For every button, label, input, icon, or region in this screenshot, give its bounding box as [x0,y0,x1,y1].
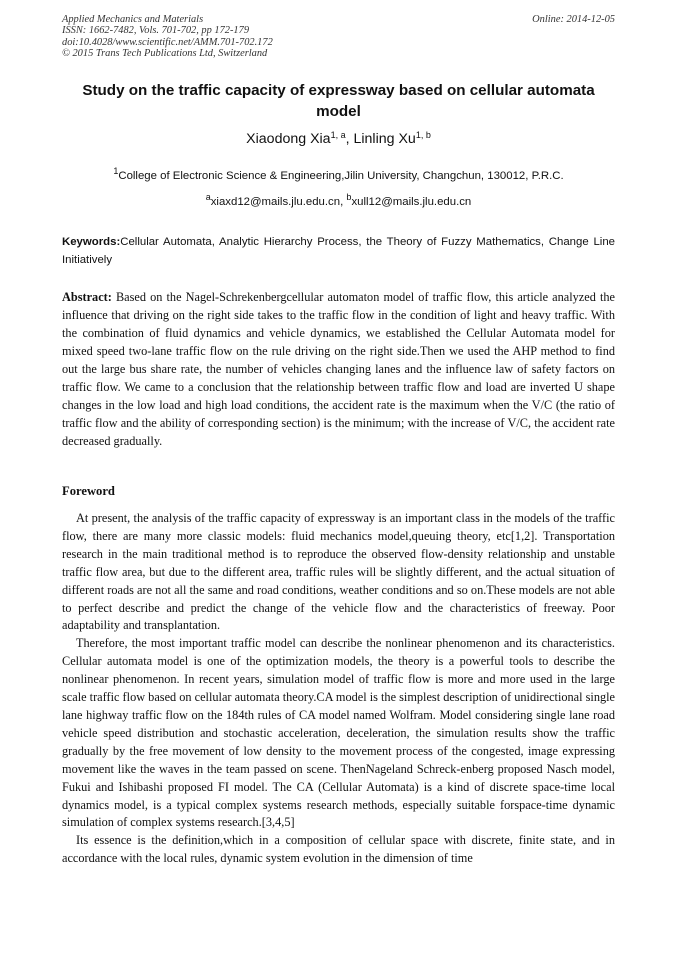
body-paragraph: Therefore, the most important traffic model can describe the nonlinear phenomenon and its characteristics. Cellular automata model is one of the optimization models, the theory is a powerful tools to describe the nonlinear phenomenon. In recent years, simulation model of traffic flow is more and more used in the large scale traffic flow based on cellular automata theory.CA model is the simplest description of unidirectional single lane highway traffic flow on the 184th rules of CA model named Wolfram. Model considering single lane road vehicle speed distribution and stochastic acceleration, deceleration, the simulation results show the traffic gradually by the free movement of low density to the movement process of the congested, image expressing movement like the waves in the team passed on scene. ThenNageland Schreck-enberg proposed Nasch model, Fukui and Ishibashi proposed FI model. The CA (Cellular Automata) is a kind of discrete space-time local dynamics model, is a typical complex systems research methods, especially suitable forspace-time dynamic simulation of complex systems research.[3,4,5] [62,636,615,830]
affiliation-mark: 1 [113,166,119,176]
journal-name: Applied Mechanics and Materials [62,14,204,25]
email-address: xiaxd12@mails.jlu.edu.cn [210,196,341,208]
email-line [62,192,615,208]
abstract-text: Based on the Nagel-Schrekenbergcellular automaton model of traffic flow, this article analyzed the influence that driving on the right side takes to the traffic flow in the condition of light and heavy traffic. With the combination of fluid dynamics and vehicle dynamics, we established the Cellular Automata model for mixed speed two-lane traffic flow on the rule driving on the right side.Then we used the AHP method to find out the large bus share rate, the number of vehicles changing lanes and the influence law of safety factors on traffic flow. We came to a conclusion that the relationship between traffic flow and load are inverted U shape changes in the low load and high load conditions, the accident rate is the maximum when the V/C (the ratio of traffic flow and the ability of corresponding section) is the minimum; with the increase of V/C, the accident rate decreased gradually. [62,290,615,448]
email-separator: , [340,196,347,208]
journal-copyright: © 2015 Trans Tech Publications Ltd, Switzerland [62,48,268,60]
keywords [62,233,615,269]
author-name: Xiaodong Xia [246,131,331,147]
abstract [62,288,615,450]
email-address: xull12@mails.jlu.edu.cn [351,196,472,208]
body-paragraph: At present, the analysis of the traffic capacity of expressway is an important class in the models of the traffic flow, there are many more classic models: fluid mechanics model,queuing theory, etc[1,2]. Transportation research in the main traditional method is to reproduce the observed flow-density relationship and unstable traffic flow area, but due to the different area, traffic rules will be slightly different, and the actual situation of different roads are not all the same and road conditions, weather conditions and so on.These models are not able to perfect describe and predict the change of the vehicle flow and the characteristics of freeway. Poor adaptability and transplantation. [62,511,615,633]
author-affiliation-mark: 1, a [330,130,346,140]
abstract-label: Abstract: [62,290,112,304]
journal-doi: doi:10.4028/www.scientific.net/AMM.701-702.172 [62,36,273,48]
author-affiliation-mark: 1, b [415,130,431,140]
body-paragraph: Its essence is the definition,which in a composition of cellular space with discrete, finite state, and in accordance with the local rules, dynamic system evolution in the dimension of time [62,833,615,866]
email-mark: b [346,192,352,202]
keywords-label: Keywords: [62,236,121,248]
section-body [62,510,615,868]
affiliation-text: College of Electronic Science & Engineering,Jilin University, Changchun, 130012, P.R.C. [118,170,564,182]
author-name: Linling Xu [353,131,416,147]
section-heading: Foreword [62,484,115,498]
journal-header [62,14,273,60]
affiliation [62,166,615,182]
author-separator: , [345,131,354,147]
online-date: Online: 2014-12-05 [532,14,615,25]
paper-title: Study on the traffic capacity of expressway based on cellular automata model [82,82,595,120]
keywords-text: Cellular Automata, Analytic Hierarchy Process, the Theory of Fuzzy Mathematics, Change Line Initiatively [62,236,615,266]
email-mark: a [205,192,211,202]
journal-issn: ISSN: 1662-7482, Vols. 701-702, pp 172-179 [62,25,250,37]
author-line [62,131,615,147]
